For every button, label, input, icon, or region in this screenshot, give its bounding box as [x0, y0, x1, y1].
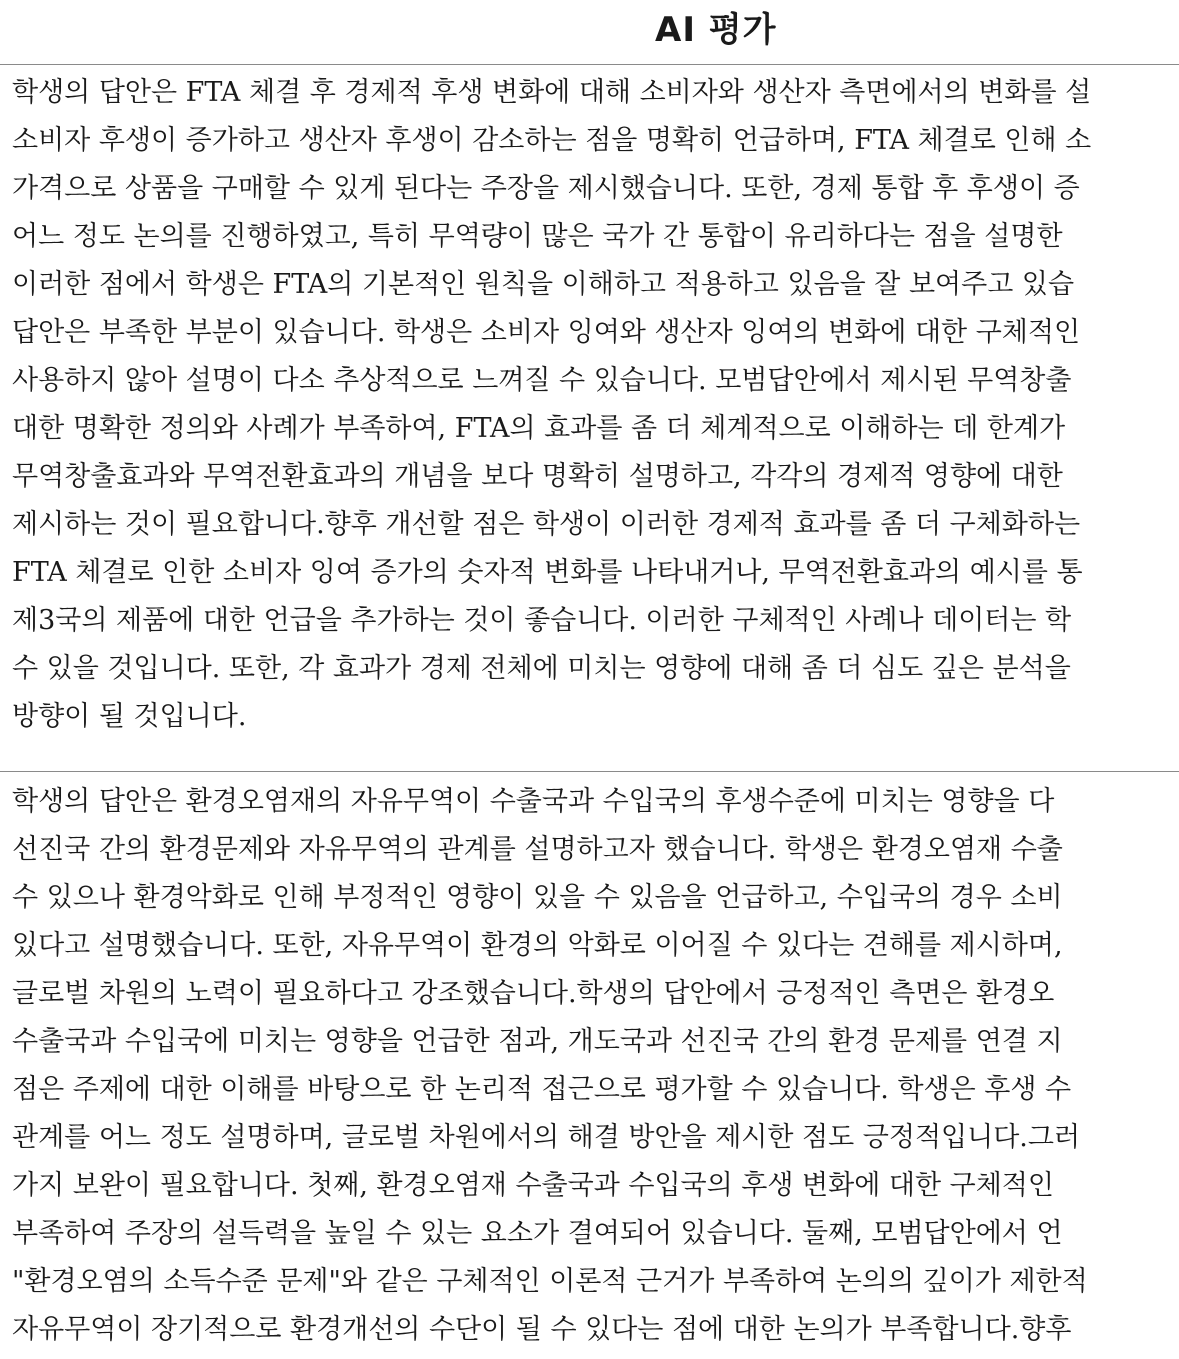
- text-line: 점은 주제에 대한 이해를 바탕으로 한 논리적 접근으로 평가할 수 있습니다. 학생은 후생 수: [12, 1074, 1072, 1105]
- text-line: 방향이 될 것입니다.: [12, 701, 247, 732]
- text-line: FTA 체결로 인한 소비자 잉여 증가의 숫자적 변화를 나타내거나, 무역전환효과의 예시를 통: [12, 557, 1083, 588]
- text-line: 수 있을 것입니다. 또한, 각 효과가 경제 전체에 미치는 영향에 대해 좀 더 심도 깊은 분석을: [12, 653, 1071, 684]
- text-line: 소비자 후생이 증가하고 생산자 후생이 감소하는 점을 명확히 언급하며, FTA 체결로 인해 소: [12, 125, 1092, 156]
- text-line: 부족하여 주장의 설득력을 높일 수 있는 요소가 결여되어 있습니다. 둘째, 모범답안에서 언: [12, 1218, 1063, 1249]
- text-line: 무역창출효과와 무역전환효과의 개념을 보다 명확히 설명하고, 각각의 경제적 영향에 대한: [12, 461, 1063, 492]
- text-line: 수 있으나 환경악화로 인해 부정적인 영향이 있을 수 있음을 언급하고, 수입국의 경우 소비: [12, 882, 1063, 913]
- text-line: 있다고 설명했습니다. 또한, 자유무역이 환경의 악화로 이어질 수 있다는 견해를 제시하며,: [12, 930, 1063, 961]
- text-line: 제3국의 제품에 대한 언급을 추가하는 것이 좋습니다. 이러한 구체적인 사례나 데이터는 학: [12, 605, 1072, 636]
- text-line: 어느 정도 논의를 진행하였고, 특히 무역량이 많은 국가 간 통합이 유리하다는 점을 설명한: [12, 221, 1063, 252]
- text-line: 글로벌 차원의 노력이 필요하다고 강조했습니다.학생의 답안에서 긍정적인 측면은 환경오: [12, 978, 1055, 1009]
- text-line: 선진국 간의 환경문제와 자유무역의 관계를 설명하고자 했습니다. 학생은 환경오염재 수출: [12, 834, 1063, 865]
- evaluation-block-1: [12, 69, 1179, 739]
- section-divider: [0, 771, 1179, 772]
- text-line: 답안은 부족한 부분이 있습니다. 학생은 소비자 잉여와 생산자 잉여의 변화에 대한 구체적인: [12, 317, 1081, 348]
- text-line: 관계를 어느 정도 설명하며, 글로벌 차원에서의 해결 방안을 제시한 점도 긍정적입니다.그러: [12, 1122, 1081, 1153]
- text-line: 학생의 답안은 환경오염재의 자유무역이 수출국과 수입국의 후생수준에 미치는 영향을 다: [12, 786, 1055, 817]
- page-title: AI 평가: [655, 10, 777, 50]
- text-line: 사용하지 않아 설명이 다소 추상적으로 느껴질 수 있습니다. 모범답안에서 제시된 무역창출: [12, 365, 1072, 396]
- text-line: "환경오염의 소득수준 문제"와 같은 구체적인 이론적 근거가 부족하여 논의의 깊이가 제한적: [12, 1266, 1088, 1297]
- text-line: 대한 명확한 정의와 사례가 부족하여, FTA의 효과를 좀 더 체계적으로 이해하는 데 한계가: [12, 413, 1066, 444]
- text-line: 수출국과 수입국에 미치는 영향을 언급한 점과, 개도국과 선진국 간의 환경 문제를 연결 지: [12, 1026, 1063, 1057]
- text-line: 이러한 점에서 학생은 FTA의 기본적인 원칙을 이해하고 적용하고 있음을 잘 보여주고 있습: [12, 269, 1075, 300]
- top-divider: [0, 64, 1179, 65]
- page-header: [0, 0, 1179, 64]
- text-line: 학생의 답안은 FTA 체결 후 경제적 후생 변화에 대해 소비자와 생산자 측면에서의 변화를 설: [12, 77, 1092, 108]
- evaluation-block-2: [12, 778, 1179, 1359]
- text-line: 제시하는 것이 필요합니다.향후 개선할 점은 학생이 이러한 경제적 효과를 좀 더 구체화하는: [12, 509, 1081, 540]
- text-line: 자유무역이 장기적으로 환경개선의 수단이 될 수 있다는 점에 대한 논의가 부족합니다.향후: [12, 1314, 1072, 1345]
- text-line: 가지 보완이 필요합니다. 첫째, 환경오염재 수출국과 수입국의 후생 변화에 대한 구체적인: [12, 1170, 1054, 1201]
- text-line: 가격으로 상품을 구매할 수 있게 된다는 주장을 제시했습니다. 또한, 경제 통합 후 후생이 증: [12, 173, 1080, 204]
